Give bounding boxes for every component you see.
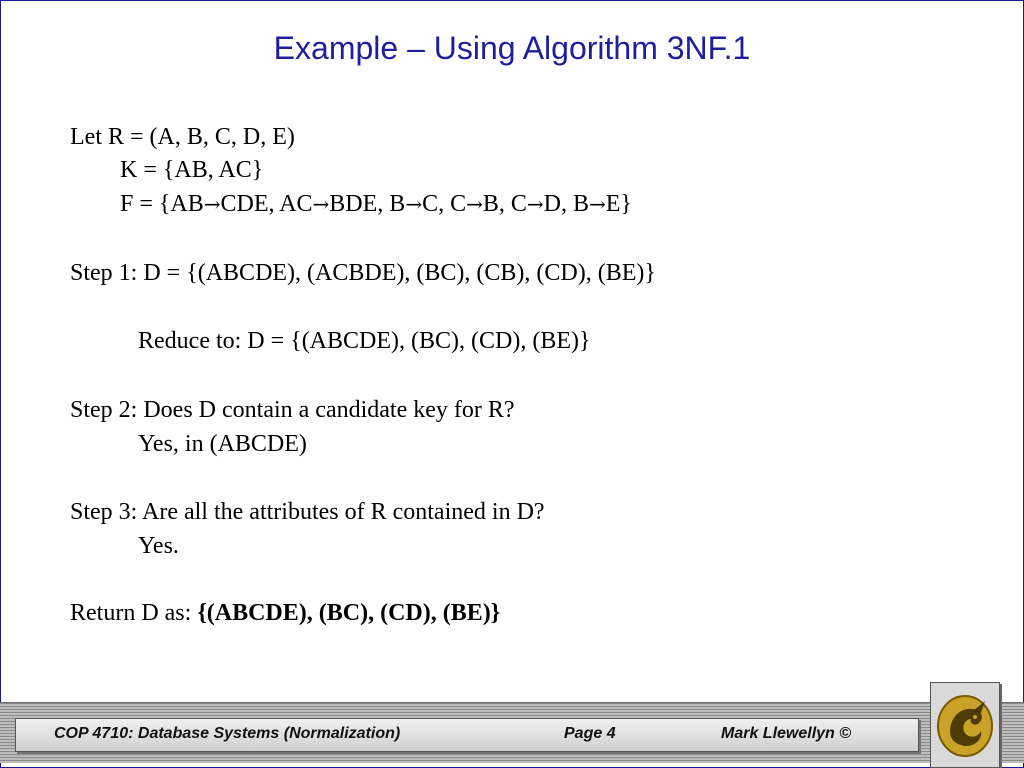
fd-part: CDE, AC <box>220 191 313 217</box>
slide-title: Example – Using Algorithm 3NF.1 <box>273 30 751 66</box>
step-2: Step 2: Does D contain a candidate key for R? <box>70 397 515 423</box>
step-2-answer: Yes, in (ABCDE) <box>138 431 307 457</box>
relation-definition: Let R = (A, B, C, D, E) <box>70 124 295 150</box>
arrow-icon: → <box>588 192 606 216</box>
arrow-icon: → <box>312 192 330 216</box>
fd-definition <box>120 192 632 216</box>
step-3: Step 3: Are all the attributes of R contained in D? <box>70 499 545 525</box>
return-line <box>70 601 500 625</box>
footer-bar <box>15 718 919 752</box>
footer-author: Mark Llewellyn © <box>721 725 852 742</box>
fd-part: BDE, B <box>329 191 406 217</box>
arrow-icon: → <box>466 192 483 216</box>
arrow-icon: → <box>203 192 221 216</box>
pegasus-logo-icon <box>935 693 995 759</box>
footer-course: COP 4710: Database Systems (Normalization) <box>54 725 401 742</box>
arrow-icon: → <box>526 192 544 216</box>
step-3-answer: Yes. <box>138 533 179 559</box>
step-1: Step 1: D = {(ABCDE), (ACBDE), (BC), (CB), (CD), (BE)} <box>70 260 656 286</box>
key-definition: K = {AB, AC} <box>120 157 264 183</box>
fd-part: C, C <box>422 191 467 217</box>
fd-part: F = {AB <box>120 191 204 217</box>
step-1-reduce: Reduce to: D = {(ABCDE), (BC), (CD), (BE)} <box>138 328 591 354</box>
fd-part: D, B <box>543 191 589 217</box>
return-value: {(ABCDE), (BC), (CD), (BE)} <box>197 600 501 626</box>
return-prefix: Return D as: <box>70 600 198 626</box>
fd-part: E} <box>605 191 632 217</box>
footer-page: Page 4 <box>564 725 616 742</box>
arrow-icon: → <box>405 192 423 216</box>
fd-part: B, C <box>482 191 527 217</box>
logo-box <box>930 682 1000 768</box>
